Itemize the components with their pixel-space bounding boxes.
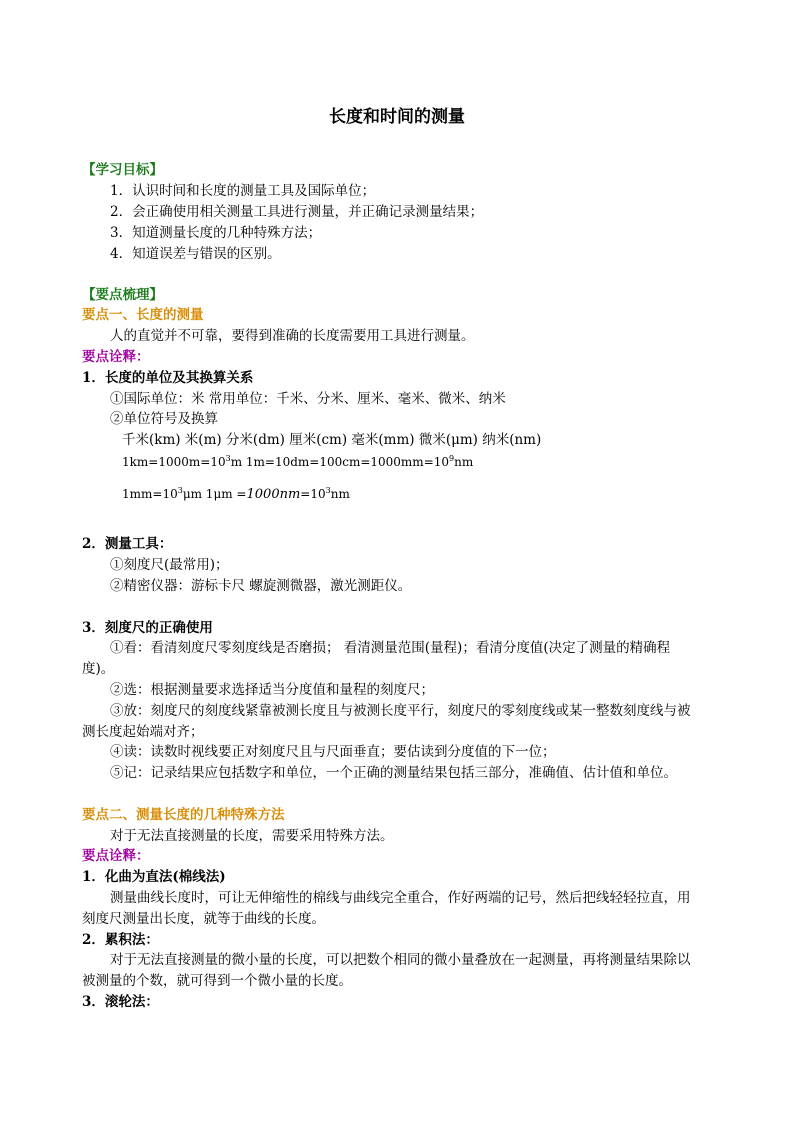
section-title: 要点一、长度的测量 [82,307,204,323]
paragraph: ⑤记：记录结果应包括数字和单位，一个正确的测量结果包括三部分，准确值、估计值和单位。 [110,765,677,781]
paragraph: ③放：刻度尺的刻度线紧靠被测长度且与被测长度平行，刻度尺的零刻度线或某一整数刻度线与被 [110,703,691,719]
paragraph: 测量曲线长度时，可让无伸缩性的棉线与曲线完全重合，作好两端的记号，然后把线轻轻拉直，用 [110,890,691,906]
conversion-formula: $1mm=10^3\mu m$ $1\mu m =1000nm=10^3nm$ [122,486,350,502]
paragraph: 对于无法直接测量的微小量的长度，可以把数个相同的微小量叠放在一起测量，再将测量结果除以 [110,952,691,968]
goal-item: 4．知道误差与错误的区别。 [110,246,281,262]
paragraph: ①看：看清刻度尺零刻度线是否磨损； 看清测量范围(量程)；看清分度值(决定了测量的精确程 [110,640,671,656]
subsection-title: 2．测量工具： [82,536,173,552]
section-title: 要点二、测量长度的几种特殊方法 [82,807,285,823]
paragraph: ①国际单位：米 常用单位：千米、分米、厘米、毫米、微米、纳米 [110,391,506,407]
paragraph: 被测量的个数，就可得到一个微小量的长度。 [82,973,352,989]
paragraph: 度)。 [82,661,115,677]
paragraph: 测长度起始端对齐； [82,724,204,740]
subsection-title: 3．刻度尺的正确使用 [82,620,213,636]
paragraph: ②精密仪器：游标卡尺 螺旋测微器，激光测距仪。 [110,578,412,594]
conversion-formula: $1km=1000m=10^3m$ $1m=10dm=100cm=1000mm=10^9nm$ [122,454,474,469]
paragraph: ①刻度尺(最常用)； [110,557,229,573]
subsection-title: 3．滚轮法： [82,994,159,1010]
subsection-title: 2．累积法： [82,932,159,948]
page-title: 长度和时间的测量 [329,107,465,127]
paragraph: ②单位符号及换算 [110,411,218,427]
note-label: 要点诠释： [82,349,150,365]
goal-item: 3．知道测量长度的几种特殊方法； [110,225,322,241]
goals-heading: 【学习目标】 [82,162,163,178]
unit-list: 千米(km) 米(m) 分米(dm) 厘米(cm) 毫米(mm) 微米(μm) 纳米(nm) [122,432,542,448]
paragraph: 人的直觉并不可靠，要得到准确的长度需要用工具进行测量。 [110,328,475,344]
paragraph: 刻度尺测量出长度，就等于曲线的长度。 [82,911,325,927]
subsection-title: 1．化曲为直法(棉线法) [82,869,226,885]
points-heading: 【要点梳理】 [82,287,163,303]
goal-item: 2．会正确使用相关测量工具进行测量，并正确记录测量结果； [110,204,484,220]
paragraph: ②选：根据测量要求选择适当分度值和量程的刻度尺； [110,682,434,698]
paragraph: 对于无法直接测量的长度，需要采用特殊方法。 [110,828,394,844]
paragraph: ④读：读数时视线要正对刻度尺且与尺面垂直；要估读到分度值的下一位； [110,744,556,760]
subsection-title: 1．长度的单位及其换算关系 [82,370,254,386]
note-label: 要点诠释： [82,848,150,864]
goal-item: 1．认识时间和长度的测量工具及国际单位； [110,183,376,199]
